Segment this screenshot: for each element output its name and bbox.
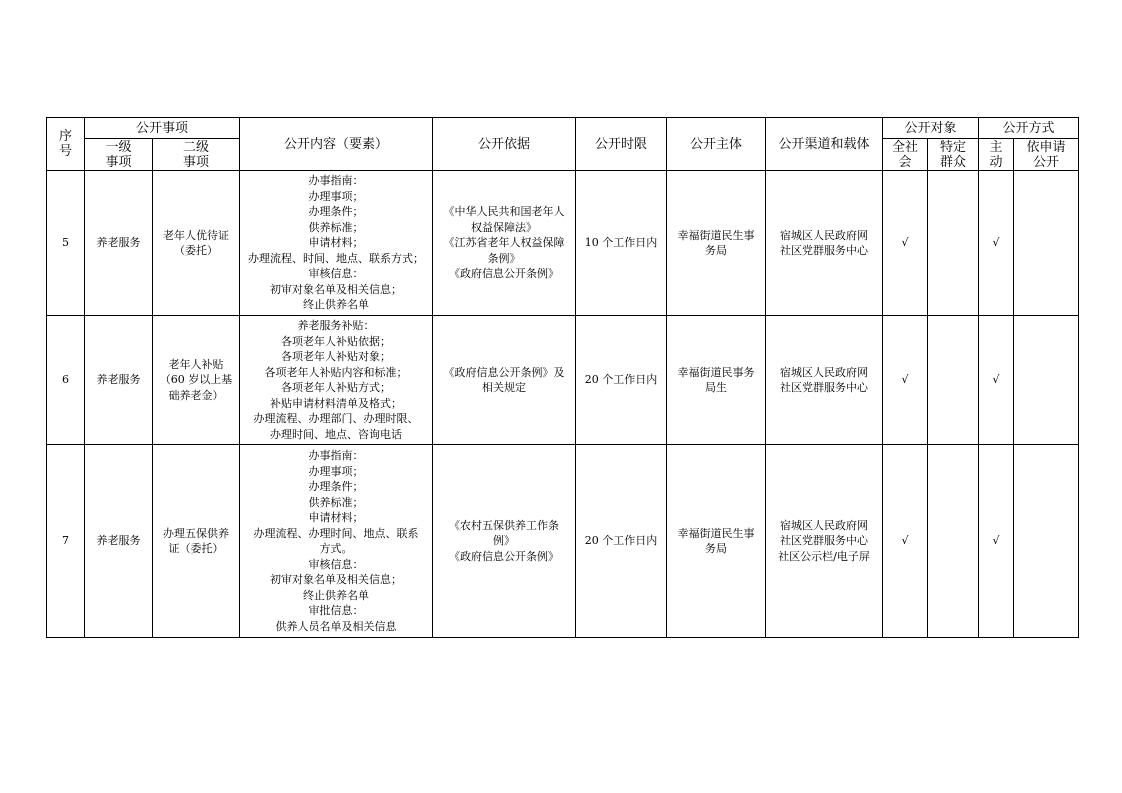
target-all-check: √: [883, 445, 928, 638]
seq-cell: 5: [47, 171, 85, 316]
channel-cell: [766, 316, 883, 445]
header-method-active: 主 动: [979, 139, 1014, 171]
content-cell-line: 申请材料；: [308, 236, 364, 250]
basis-cell-line: 条例》: [487, 251, 521, 265]
content-cell-line: 办理条件；: [308, 205, 364, 219]
header-method: 公开方式: [979, 118, 1079, 139]
header-matters: 公开事项: [85, 118, 240, 139]
content-cell-line: 办事指南：: [308, 449, 364, 462]
basis-cell-line: 权益保障法》: [471, 220, 538, 234]
method-apply-check: [1014, 171, 1079, 316]
header-deadline: 公开时限: [576, 118, 667, 171]
method-apply-check: [1014, 445, 1079, 638]
subject-cell-line: 幸福街道民生事: [677, 228, 755, 242]
content-cell-line: 各项老年人补贴方式；: [281, 381, 392, 394]
header-target-all: 全社 会: [883, 139, 928, 171]
basis-cell-line: 《农村五保供养工作条: [449, 518, 560, 532]
subject-cell-line: 局生: [705, 381, 728, 394]
level1-cell: 养老服务: [85, 316, 153, 445]
channel-cell: [766, 171, 883, 316]
level2-cell: [153, 445, 240, 638]
header-target-specific: 特定 群众: [928, 139, 979, 171]
content-cell-line: 方式。: [319, 542, 353, 555]
content-cell-line: 初审对象名单及相关信息；: [270, 282, 403, 296]
content-cell: [240, 171, 433, 316]
disclosure-table: [46, 117, 1079, 638]
content-cell-line: 初审对象名单及相关信息；: [270, 573, 403, 586]
header-level1: 一级 事项: [85, 139, 153, 171]
basis-cell-line: 《政府信息公开条例》: [449, 549, 560, 563]
basis-cell-line: 相关规定: [482, 381, 527, 394]
target-all-check: √: [883, 171, 928, 316]
level2-cell-line: 老年人补贴: [168, 357, 224, 371]
level1-cell: 养老服务: [85, 171, 153, 316]
content-cell-line: 申请材料；: [308, 511, 364, 524]
basis-cell-line: 例》: [493, 534, 516, 548]
table-body: [47, 171, 1079, 638]
seq-cell: 6: [47, 316, 85, 445]
level2-cell-line: 办理五保供养: [163, 526, 229, 540]
content-cell-line: 供养人员名单及相关信息: [275, 619, 397, 633]
table-row: [47, 316, 1079, 445]
content-cell-line: 供养标准；: [308, 220, 364, 234]
deadline-cell: 10 个工作日内: [576, 171, 667, 316]
method-active-check: √: [979, 316, 1014, 445]
level2-cell-line: 础养老金）: [168, 388, 224, 402]
content-cell-line: 终止供养名单: [303, 298, 370, 312]
header-subject: 公开主体: [667, 118, 766, 171]
content-cell-line: 各项老年人补贴对象；: [281, 350, 392, 363]
channel-cell-line: 宿城区人民政府网: [780, 228, 869, 242]
content-cell-line: 办理时间、地点、咨询电话: [270, 427, 403, 441]
level2-cell-line: 证（委托）: [168, 542, 224, 555]
content-cell-line: 审核信息：: [308, 267, 364, 281]
method-active-check: √: [979, 445, 1014, 638]
basis-cell: [433, 445, 576, 638]
channel-cell-line: 社区公示栏/电子屏: [778, 549, 870, 563]
content-cell-line: 办理流程、办理部门、办理时限、: [253, 412, 419, 425]
level2-cell: [153, 171, 240, 316]
target-all-check: √: [883, 316, 928, 445]
header-target: 公开对象: [883, 118, 979, 139]
basis-cell-line: 《政府信息公开条例》: [449, 267, 560, 281]
header-seq: 序 号: [47, 118, 85, 171]
level1-cell: 养老服务: [85, 445, 153, 638]
header-channel: 公开渠道和载体: [766, 118, 883, 171]
content-cell-line: 终止供养名单: [303, 588, 370, 602]
table-row: [47, 171, 1079, 316]
channel-cell-line: 宿城区人民政府网: [780, 365, 869, 379]
channel-cell: [766, 445, 883, 638]
basis-cell: [433, 171, 576, 316]
method-apply-check: [1014, 316, 1079, 445]
basis-cell-line: 《政府信息公开条例》及: [443, 365, 565, 379]
seq-cell: 7: [47, 445, 85, 638]
level2-cell-line: 老年人优待证: [163, 228, 229, 242]
content-cell-line: 补贴申请材料清单及格式；: [270, 396, 403, 410]
content-cell-line: 养老服务补贴：: [297, 319, 375, 332]
content-cell-line: 审批信息：: [308, 604, 364, 617]
content-cell-line: 办理流程、时间、地点、联系方式；: [248, 251, 425, 265]
content-cell-line: 办事指南：: [308, 174, 364, 188]
subject-cell-line: 务局: [705, 244, 728, 257]
header-level2: 二级 事项: [153, 139, 240, 171]
header-method-apply: 依申请 公开: [1014, 139, 1079, 171]
content-cell-line: 各项老年人补贴内容和标准；: [264, 365, 408, 379]
content-cell-line: 办理流程、办理时间、地点、联系: [253, 526, 419, 540]
deadline-cell: 20 个工作日内: [576, 316, 667, 445]
content-cell-line: 办理条件；: [308, 480, 364, 493]
subject-cell: [667, 316, 766, 445]
level2-cell: [153, 316, 240, 445]
subject-cell: [667, 171, 766, 316]
subject-cell-line: 幸福街道民生事: [677, 526, 755, 540]
content-cell: [240, 316, 433, 445]
subject-cell-line: 务局: [705, 542, 728, 555]
content-cell-line: 供养标准；: [308, 495, 364, 509]
channel-cell-line: 宿城区人民政府网: [780, 518, 869, 532]
basis-cell-line: 《中华人民共和国老年人: [443, 205, 565, 219]
channel-cell-line: 社区党群服务中心: [780, 244, 869, 257]
target-specific-check: [928, 445, 979, 638]
content-cell-line: 办理事项；: [308, 464, 364, 478]
target-specific-check: [928, 316, 979, 445]
basis-cell: [433, 316, 576, 445]
channel-cell-line: 社区党群服务中心: [780, 534, 869, 548]
content-cell-line: 各项老年人补贴依据；: [281, 334, 392, 348]
level2-cell-line: （委托）: [174, 244, 218, 257]
header-basis: 公开依据: [433, 118, 576, 171]
header-content: 公开内容（要素）: [240, 118, 433, 171]
table-row: [47, 445, 1079, 638]
method-active-check: √: [979, 171, 1014, 316]
basis-cell-line: 《江苏省老年人权益保障: [443, 236, 565, 250]
subject-cell-line: 幸福街道民事务: [677, 365, 755, 379]
target-specific-check: [928, 171, 979, 316]
subject-cell: [667, 445, 766, 638]
content-cell: [240, 445, 433, 638]
channel-cell-line: 社区党群服务中心: [780, 381, 869, 394]
content-cell-line: 办理事项；: [308, 189, 364, 203]
level2-cell-line: （60 岁以上基: [159, 373, 233, 387]
deadline-cell: 20 个工作日内: [576, 445, 667, 638]
content-cell-line: 审核信息：: [308, 557, 364, 571]
